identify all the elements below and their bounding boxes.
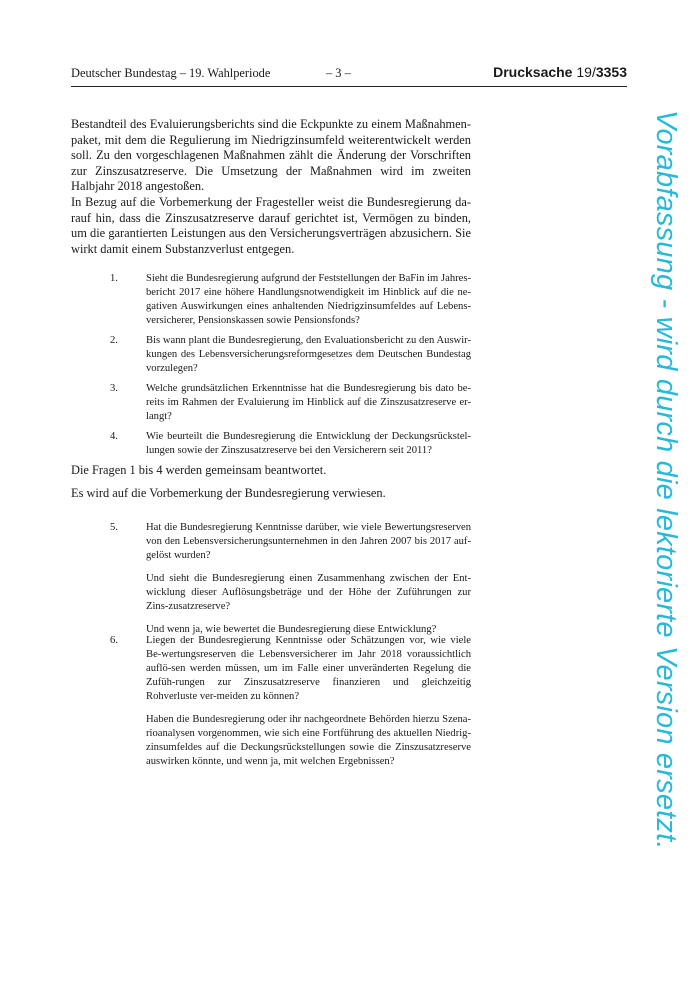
question-number: 1. <box>110 273 118 284</box>
page-header <box>71 66 627 87</box>
question-number: 4. <box>110 431 118 442</box>
answer-1: Die Fragen 1 bis 4 werden gemeinsam beantwortet. <box>71 463 327 477</box>
paragraph-1: Bestandteil des Evaluierungsberichts sind die Eckpunkte zu einem Maßnahmen-paket, mit dem die Regulierung im Niedrigzinsumfeld weiterentwickelt werden soll. Zu den vorgeschlagenen Maßnahmen zählt die Änderung der Vorschriften zur Zinszusatzreserve. Die Umsetzung der Maßnahmen wird im zweiten Halbjahr 2018 angestoßen. <box>71 117 471 194</box>
question-number: 5. <box>110 522 118 533</box>
question-6 <box>110 634 471 769</box>
page-number: – 3 – <box>326 66 351 80</box>
document-number <box>493 64 627 80</box>
doc-num-prefix: 19/ <box>576 64 596 80</box>
question-text: Bis wann plant die Bundesregierung, den Evaluationsbericht zu den Auswir-kungen des Lebensversicherungsreformgesetzes dem Deutschen Bundestag vorzulegen? <box>146 335 471 374</box>
question-text: Haben die Bundesregierung oder ihr nachgeordnete Behörden hierzu Szena-rioanalysen vorgenommen, wie sich eine Fortführung des aktuellen Niedrig-zinsumfeldes auf die Deckungsrückstellungen sowie die Zinszusatzreserve auswirken könnte, und wenn ja, mit welchen Ergebnissen? <box>146 714 471 767</box>
question-number: 2. <box>110 335 118 346</box>
question-text: Welche grundsätzlichen Erkenntnisse hat die Bundesregierung bis dato be-reits im Rahmen der Evaluierung im Hinblick auf die Zinszusatzreserve er-langt? <box>146 383 471 422</box>
question-3 <box>110 382 471 424</box>
question-text: Hat die Bundesregierung Kenntnisse darüber, wie viele Bewertungsreserven von den Lebensversicherungsunternehmen in den Jahren 2007 bis 2017 auf-gelöst wurden? <box>146 522 471 561</box>
question-1 <box>110 272 471 328</box>
draft-watermark <box>638 110 682 910</box>
parliament-label: Deutscher Bundestag – 19. Wahlperiode <box>71 66 271 80</box>
question-text: Wie beurteilt die Bundesregierung die Entwicklung der Deckungsrückstel-lungen sowie der Zinszusatzreserve bei den Versicherern seit 2011? <box>146 431 471 456</box>
doc-label: Drucksache <box>493 64 573 80</box>
question-text: Und sieht die Bundesregierung einen Zusammenhang zwischen der Ent-wicklung dieser Auflösungsbeträge und der Höhe der Zuführungen zur Zins-zusatzreserve? <box>146 573 471 612</box>
question-number: 6. <box>110 635 118 646</box>
question-5 <box>110 521 471 637</box>
question-4 <box>110 430 471 458</box>
question-text: Und wenn ja, wie bewertet die Bundesregierung diese Entwicklung? <box>146 624 437 635</box>
question-number: 3. <box>110 383 118 394</box>
question-text: Sieht die Bundesregierung aufgrund der Feststellungen der BaFin im Jahres-bericht 2017 eine höhere Handlungsnotwendigkeit im Hinblick auf die ne-gativen Auswirkungen eines anhaltenden Niedrigzinsumfeldes auf Lebens-versicherer, Pensionskassen sowie Pensionsfonds? <box>146 273 471 326</box>
question-2 <box>110 334 471 376</box>
doc-num: 3353 <box>595 64 627 80</box>
paragraph-2: In Bezug auf die Vorbemerkung der Fragesteller weist die Bundesregierung da-rauf hin, dass die Zinszusatzreserve darauf gerichtet ist, Vermögen zu binden, um die garantierten Leistungen aus den Versicherungsverträgen abzusichern. Sie wirkt damit einem Substanzverlust entgegen. <box>71 195 471 256</box>
watermark-text: Vorabfassung - wird durch die lektorierte Version ersetzt. <box>650 110 682 850</box>
question-text: Liegen der Bundesregierung Kenntnisse oder Schätzungen vor, wie viele Be-wertungsreserven die Lebensversicherer im Jahr 2018 voraussichtlich auflö-sen werden müssen, um im Falle einer unveränderten Regelung die Zufüh-rungen zur Zinszusatzreserve finanzieren und gleichzeitig Rohverluste ver-meiden zu können? <box>146 635 471 702</box>
answer-2: Es wird auf die Vorbemerkung der Bundesregierung verwiesen. <box>71 486 386 500</box>
